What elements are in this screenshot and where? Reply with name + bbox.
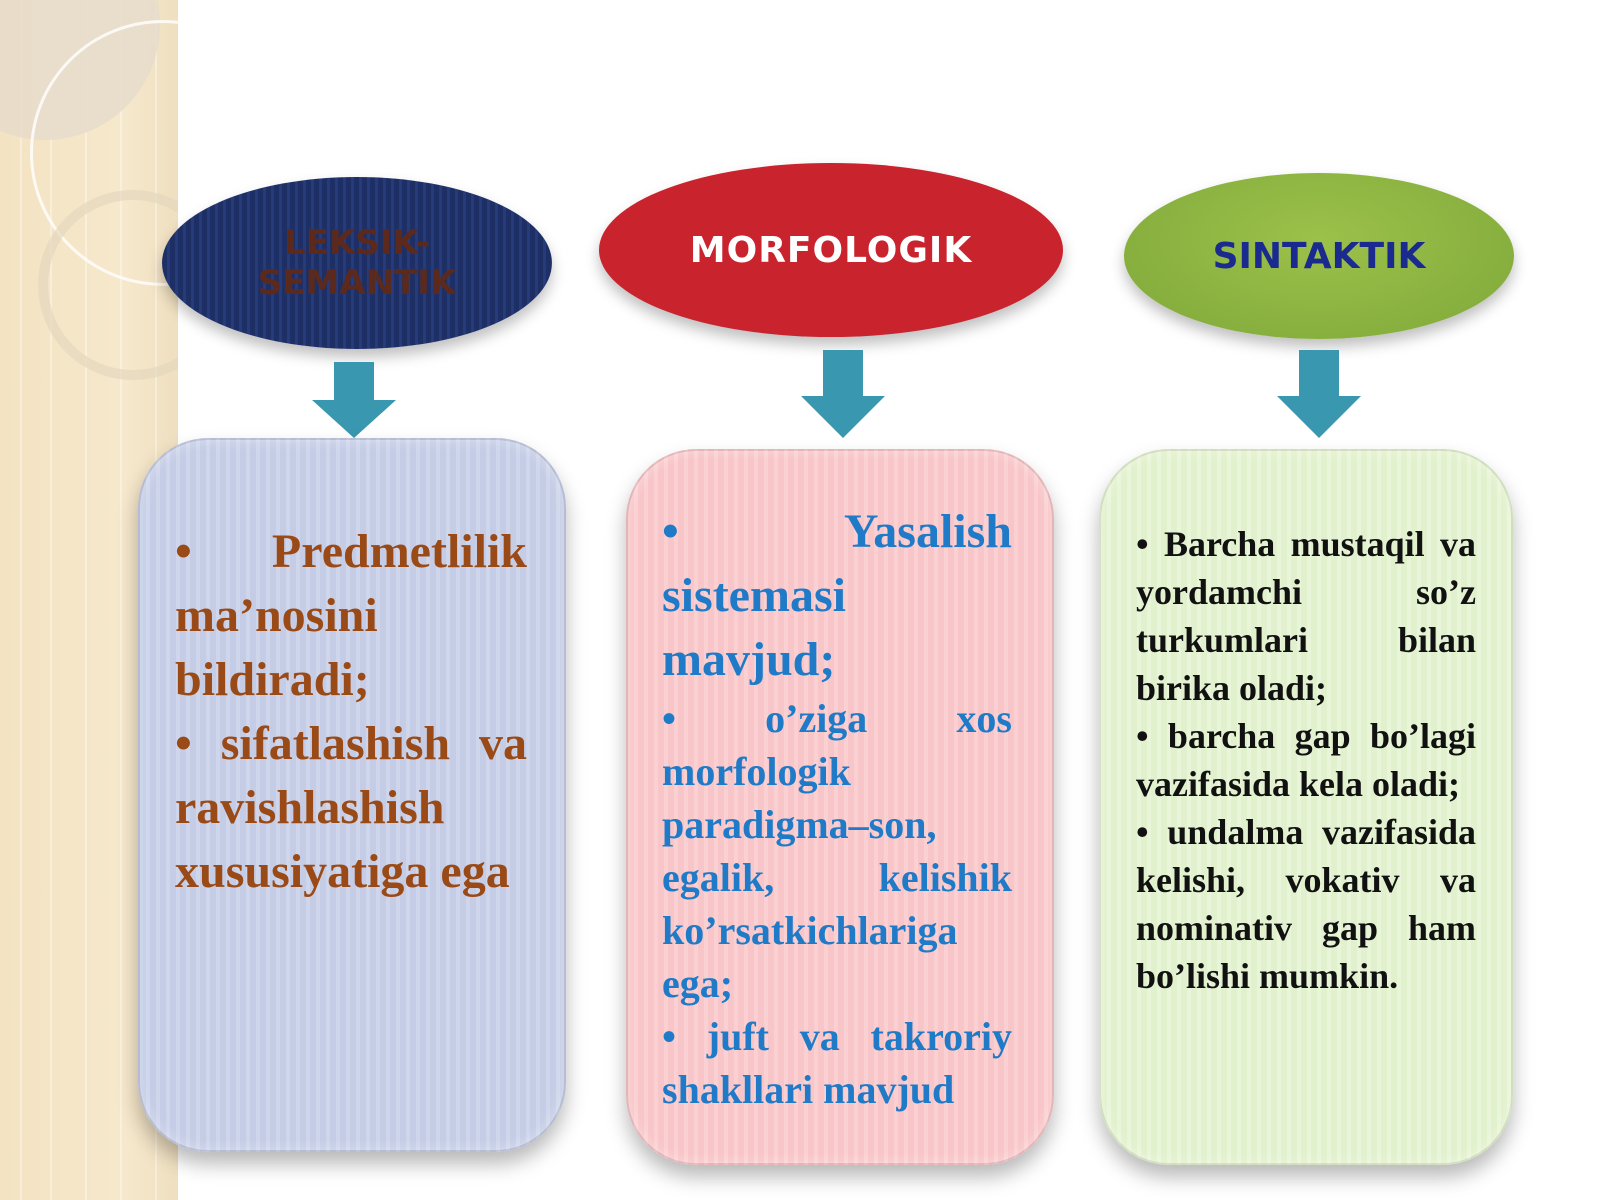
list-item: • undalma vazifasida kelishi, vokativ va nominativ gap ham bo’lishi mumkin. bbox=[1136, 812, 1476, 996]
list-item: • Barcha mustaqil va yordamchi so’z turkumlari bilan birika oladi; bbox=[1136, 524, 1476, 708]
leksik-semantik-oval bbox=[162, 177, 552, 349]
leksik-title-line1: LEKSIK- bbox=[284, 223, 430, 263]
morfologik-list bbox=[662, 500, 1012, 1116]
sintaktik-oval bbox=[1124, 173, 1514, 339]
down-arrow-icon bbox=[801, 350, 885, 438]
sintaktik-list bbox=[1136, 520, 1476, 1000]
list-item: • o’ziga xos morfologik paradigma–son, egalik, kelishik ko’rsatkichlariga ega; bbox=[662, 696, 1012, 1006]
morfologik-oval bbox=[599, 163, 1063, 337]
list-item: • juft va takroriy shakllari mavjud bbox=[662, 1014, 1012, 1112]
list-item: • barcha gap bo’lagi vazifasida kela oladi; bbox=[1136, 716, 1476, 804]
down-arrow-icon bbox=[1277, 350, 1361, 438]
sintaktik-title: SINTAKTIK bbox=[1212, 235, 1426, 277]
list-item: • Yasalish sistemasi mavjud; bbox=[662, 505, 1012, 686]
list-item: • Predmetlilik ma’nosini bildiradi; bbox=[175, 525, 527, 706]
list-item: • sifatlashish va ravishlashish xususiyatiga ega bbox=[175, 717, 527, 898]
leksik-title-line2: SEMANTIK bbox=[257, 263, 457, 303]
leksik-list bbox=[175, 520, 527, 904]
down-arrow-icon bbox=[312, 362, 396, 438]
morfologik-title: MORFOLOGIK bbox=[689, 229, 973, 271]
